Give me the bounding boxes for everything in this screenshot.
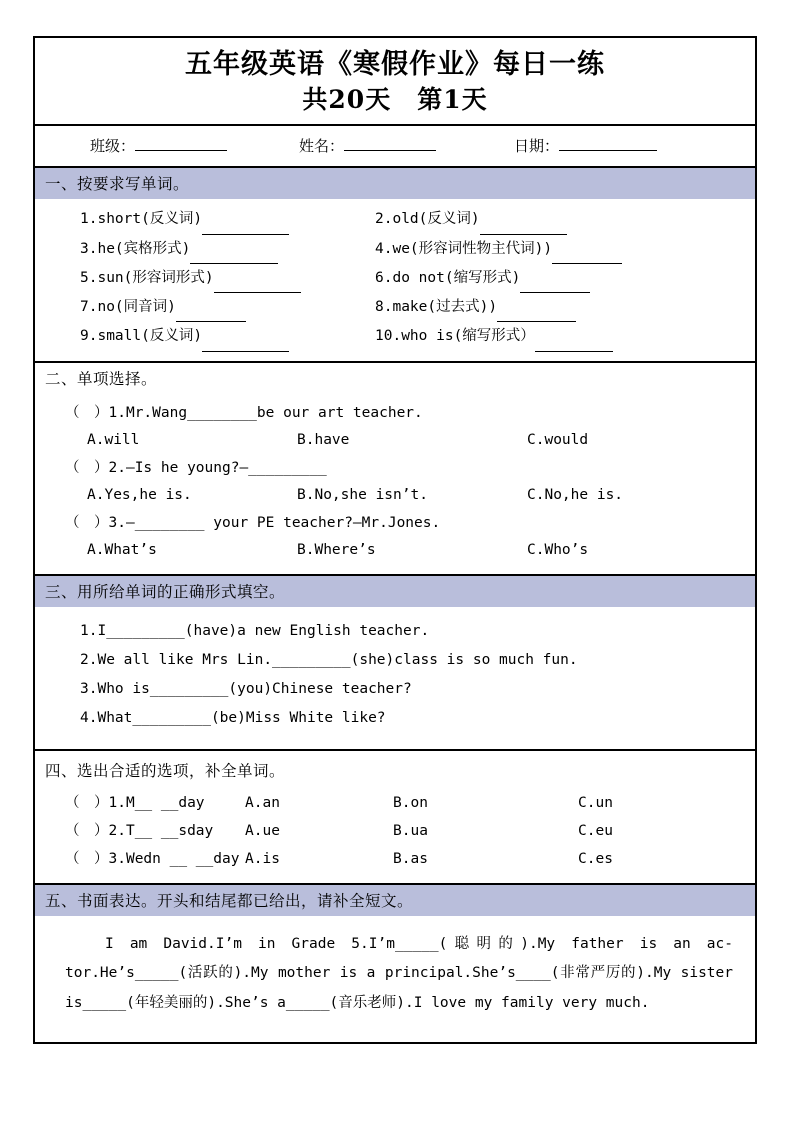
choice-3-option-b[interactable]: B.Where’s <box>297 542 376 559</box>
choice-2-option-b[interactable]: B.No,she isn’t. <box>297 487 428 504</box>
name-field[interactable] <box>299 135 436 156</box>
word-choice-3-option-b[interactable]: B.as <box>393 851 428 868</box>
worksheet-page <box>33 36 757 1044</box>
word-row <box>35 322 755 351</box>
page-subtitle: 共20天 第1天 <box>302 84 488 114</box>
choice-stem-2: （ ）2.—Is he young?—_________ <box>65 459 327 476</box>
word-item-10: 10.who is(缩写形式） <box>375 328 535 345</box>
fill-item-2[interactable]: 2.We all like Mrs Lin._________(she)class is so much fun. <box>80 651 578 668</box>
word-blank-10[interactable] <box>535 322 614 351</box>
word-choice-3-option-a[interactable]: A.is <box>245 851 280 868</box>
word-item-4: 4.we(形容词性物主代词)) <box>375 240 553 257</box>
essay-area[interactable] <box>35 922 755 1033</box>
choice-3-option-c[interactable]: C.Who’s <box>527 542 589 559</box>
word-blank-9[interactable] <box>202 322 289 351</box>
word-item-7: 7.no(同音词) <box>80 299 176 316</box>
choice-options-1 <box>35 427 755 455</box>
choice-2-option-c[interactable]: C.No,he is. <box>527 487 624 504</box>
fill-item-1[interactable]: 1.I_________(have)a new English teacher. <box>80 622 430 639</box>
section-1-heading: 一、按要求写单词。 <box>35 168 755 199</box>
class-input[interactable] <box>135 138 227 151</box>
word-item-1: 1.short(反义词) <box>80 211 203 228</box>
word-item-8: 8.make(过去式)) <box>375 299 498 316</box>
choice-1-option-a[interactable]: A.will <box>87 432 140 449</box>
student-info-row <box>35 126 755 168</box>
section-3-body <box>35 607 755 751</box>
date-input[interactable] <box>559 138 657 151</box>
word-item-6: 6.do not(缩写形式) <box>375 269 521 286</box>
choice-3-option-a[interactable]: A.What’s <box>87 542 157 559</box>
word-choice-2 <box>35 817 755 845</box>
word-item-5: 5.sun(形容词形式) <box>80 269 214 286</box>
word-choice-2-option-a[interactable]: A.ue <box>245 823 280 840</box>
word-row <box>35 235 755 264</box>
choice-options-3 <box>35 537 755 565</box>
title-block <box>35 38 755 126</box>
word-choice-1-stem: （ ）1.M__ __day <box>65 794 205 811</box>
word-choice-1-option-b[interactable]: B.on <box>393 794 428 811</box>
choice-stem-1: （ ）1.Mr.Wang________be our art teacher. <box>65 404 423 421</box>
word-blank-8[interactable] <box>497 293 576 322</box>
word-choice-1 <box>35 789 755 817</box>
word-row <box>35 293 755 322</box>
page-title: 五年级英语《寒假作业》每日一练 <box>185 49 605 80</box>
section-2-heading: 二、单项选择。 <box>45 369 158 388</box>
section-4-body <box>35 783 755 885</box>
class-field[interactable] <box>90 135 227 156</box>
section-3-heading: 三、用所给单词的正确形式填空。 <box>35 576 755 607</box>
word-choice-1-option-c[interactable]: C.un <box>578 794 613 811</box>
name-input[interactable] <box>344 138 436 151</box>
word-choice-2-option-b[interactable]: B.ua <box>393 823 428 840</box>
fill-item-3[interactable]: 3.Who is_________(you)Chinese teacher? <box>80 680 412 697</box>
word-row <box>35 205 755 234</box>
word-blank-1[interactable] <box>202 205 289 234</box>
choice-1-option-b[interactable]: B.have <box>297 432 350 449</box>
word-choice-2-option-c[interactable]: C.eu <box>578 823 613 840</box>
essay-text: I am David.I’m in Grade 5.I’m_____(聪明的).My father is an ac-tor.He’s_____(活跃的).My mother is a principal.She’s____(非常严厉的).My sister is_____(年轻美丽的).She’s a_____(音乐老师).I love my family very much. <box>65 935 733 1012</box>
word-blank-2[interactable] <box>480 205 567 234</box>
word-blank-7[interactable] <box>176 293 246 322</box>
date-field[interactable] <box>514 135 657 156</box>
section-4-heading: 四、选出合适的选项，补全单词。 <box>45 761 286 780</box>
word-choice-3 <box>35 845 755 873</box>
word-blank-5[interactable] <box>214 264 301 293</box>
word-choice-3-stem: （ ）3.Wedn __ __day <box>65 851 240 868</box>
choice-options-2 <box>35 482 755 510</box>
word-choice-3-option-c[interactable]: C.es <box>578 851 613 868</box>
word-blank-3[interactable] <box>190 235 277 264</box>
word-choice-1-option-a[interactable]: A.an <box>245 794 280 811</box>
word-item-3: 3.he(宾格形式) <box>80 240 191 257</box>
word-item-9: 9.small(反义词) <box>80 328 203 345</box>
word-blank-6[interactable] <box>520 264 590 293</box>
fill-item-4[interactable]: 4.What_________(be)Miss White like? <box>80 709 386 726</box>
word-blank-4[interactable] <box>552 235 622 264</box>
word-row <box>35 264 755 293</box>
name-label: 姓名： <box>299 137 345 156</box>
choice-stem-3: （ ）3.—________ your PE teacher?—Mr.Jones. <box>65 514 441 531</box>
word-item-2: 2.old(反义词) <box>375 211 480 228</box>
class-label: 班级： <box>90 137 136 156</box>
date-label: 日期： <box>514 137 560 156</box>
section-1-body <box>35 199 755 362</box>
choice-2-option-a[interactable]: A.Yes,he is. <box>87 487 192 504</box>
choice-1-option-c[interactable]: C.would <box>527 432 589 449</box>
word-choice-2-stem: （ ）2.T__ __sday <box>65 823 214 840</box>
section-5-heading: 五、书面表达。开头和结尾都已给出，请补全短文。 <box>35 885 755 916</box>
section-2-body <box>35 394 755 576</box>
section-5-body <box>35 916 755 1042</box>
